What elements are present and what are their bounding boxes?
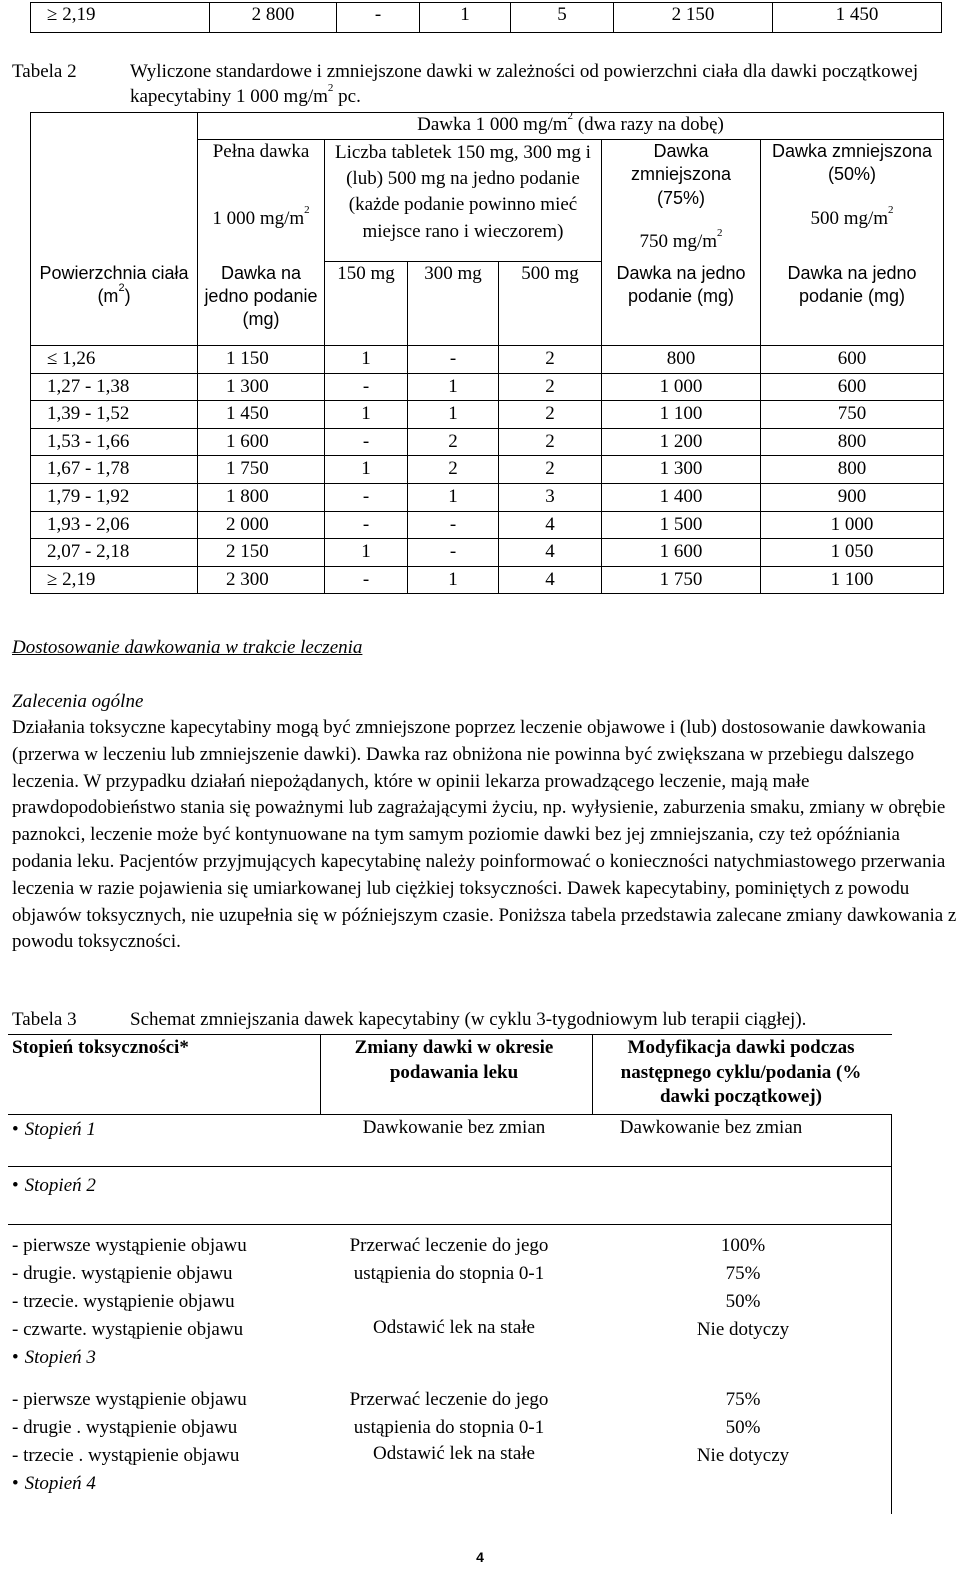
- col-300: 300 mg: [408, 262, 499, 346]
- col-50-sub: Dawka na jedno podanie (mg): [761, 262, 944, 346]
- t3-grade3: • Stopień 3: [12, 1346, 96, 1371]
- cell-full: 2 000: [198, 511, 325, 539]
- group-header: Dawka 1 000 $mg/m^2$ (dwa razy na dobę): [198, 113, 944, 140]
- t3-g3-occ-1: - pierwsze wystąpienie objawu: [12, 1389, 247, 1410]
- cell-d75: 1 400: [602, 483, 761, 511]
- cell-d75: 800: [602, 346, 761, 374]
- table3: [8, 1034, 892, 1514]
- cell-t300: 2: [408, 428, 499, 456]
- col-75-sub: Dawka na jedno podanie (mg): [602, 262, 761, 346]
- page-number: 4: [476, 1549, 484, 1565]
- cell-d75: 1 750: [602, 566, 761, 594]
- cell-t150: 1: [325, 401, 408, 429]
- cell-t150: 1: [325, 346, 408, 374]
- cell-full: 2 300: [198, 566, 325, 594]
- cell-t150: -: [325, 373, 408, 401]
- cell-full: 1 600: [198, 428, 325, 456]
- t3-h2: Zmiany dawki w okresie podawania leku: [354, 1037, 554, 1083]
- cell-t300: 1: [408, 373, 499, 401]
- t3-grade4: • Stopień 4: [12, 1472, 96, 1497]
- table-row: [31, 511, 944, 539]
- top-remnant-row: [30, 2, 942, 33]
- cell-d75: 1 500: [602, 511, 761, 539]
- col-full-sub: Dawka na jedno podanie (mg): [198, 262, 325, 346]
- t3-g2-mod: [638, 1232, 848, 1344]
- cell-range: 1,79 - 1,92: [31, 483, 198, 511]
- cell-t500: 2: [499, 456, 602, 484]
- cell-t150: -: [325, 511, 408, 539]
- cell-full: 1 450: [198, 401, 325, 429]
- cell-d75: 1 300: [602, 456, 761, 484]
- table2: [30, 112, 944, 594]
- t3-g2-occ-2: - drugie. wystąpienie objawu: [12, 1263, 233, 1284]
- cell-t150: -: [325, 566, 408, 594]
- range-cell: ≥ 2,19: [31, 3, 210, 33]
- t3-g3-mod-3: Nie dotyczy: [696, 1445, 790, 1466]
- cell-t500: 2: [499, 428, 602, 456]
- t3-g2-occ-3: - trzecie. wystąpienie objawu: [12, 1291, 235, 1312]
- t3-g3-mod-1: 75%: [725, 1389, 761, 1410]
- cell-t500: 2: [499, 373, 602, 401]
- cell-t300: 1: [408, 401, 499, 429]
- t3-grade1: • Stopień 1: [12, 1118, 96, 1143]
- t300-cell: 1: [420, 3, 511, 33]
- cell-range: 1,39 - 1,52: [31, 401, 198, 429]
- cell-d75: 1 600: [602, 539, 761, 567]
- cell-d50: 800: [761, 428, 944, 456]
- t3-g3-change-b: Odstawić lek na stałe: [373, 1443, 535, 1464]
- t3-g3-occ-2: - drugie . wystąpienie objawu: [12, 1417, 238, 1438]
- cell-d50: 600: [761, 346, 944, 374]
- t3-g1-mod: Dawkowanie bez zmian: [619, 1117, 803, 1138]
- t3-h3: Modyfikacja dawki podczas następnego cyklu/podania (% dawki początkowej): [620, 1037, 862, 1108]
- cell-range: ≥ 2,19: [31, 566, 198, 594]
- t3-g3-occ: [12, 1386, 312, 1470]
- t3-g2-occ-1: - pierwsze wystąpienie objawu: [12, 1235, 247, 1256]
- cell-d50: 900: [761, 483, 944, 511]
- table3-label: Tabela 3: [12, 1009, 77, 1030]
- cell-range: 1,93 - 2,06: [31, 511, 198, 539]
- cell-d50: 600: [761, 373, 944, 401]
- t150-cell: -: [337, 3, 420, 33]
- cell-t500: 4: [499, 539, 602, 567]
- t3-g3-occ-3: - trzecie . wystąpienie objawu: [12, 1445, 240, 1466]
- cell-t500: 4: [499, 566, 602, 594]
- cell-full: 1 750: [198, 456, 325, 484]
- t3-g2-mod-4: Nie dotyczy: [696, 1319, 790, 1340]
- t3-h1: Stopień toksyczności*: [12, 1037, 189, 1058]
- cell-d50: 1 000: [761, 511, 944, 539]
- cell-d75: 1 000: [602, 373, 761, 401]
- table2-label: Tabela 2: [12, 61, 77, 82]
- t3-g2-occ: [12, 1232, 312, 1344]
- t3-grade2: • Stopień 2: [12, 1174, 96, 1199]
- cell-d50: 750: [761, 401, 944, 429]
- cell-d50: 800: [761, 456, 944, 484]
- t3-g3-mod-2: 50%: [725, 1417, 761, 1438]
- t3-g3-change-a: Przerwać leczenie do jego ustąpienia do stopnia 0-1: [349, 1389, 549, 1438]
- cell-t500: 4: [499, 511, 602, 539]
- col-50-header: Dawka zmniejszona (50%) 500 $mg/m^2$: [761, 140, 944, 262]
- cell-t300: 1: [408, 483, 499, 511]
- cell-t150: -: [325, 428, 408, 456]
- t500-cell: 5: [511, 3, 614, 33]
- col-75-header: Dawka zmniejszona (75%) 750 $mg/m^2$: [602, 140, 761, 262]
- t3-g2-change-a: Przerwać leczenie do jego ustąpienia do stopnia 0-1: [349, 1235, 549, 1284]
- cell-t300: -: [408, 539, 499, 567]
- col-500: 500 mg: [499, 262, 602, 346]
- cell-t150: 1: [325, 456, 408, 484]
- cell-t150: -: [325, 483, 408, 511]
- cell-t300: -: [408, 346, 499, 374]
- cell-range: 2,07 - 2,18: [31, 539, 198, 567]
- cell-d50: 1 100: [761, 566, 944, 594]
- t3-g2-change-b: Odstawić lek na stałe: [373, 1317, 535, 1338]
- cell-t500: 2: [499, 401, 602, 429]
- table-row: [31, 373, 944, 401]
- cell-t500: 3: [499, 483, 602, 511]
- table-row: [31, 566, 944, 594]
- table3-caption: Schemat zmniejszania dawek kapecytabiny (w cyklu 3-tygodniowym lub terapii ciągłej).: [130, 1009, 807, 1030]
- table-row: [31, 428, 944, 456]
- table-row: [31, 346, 944, 374]
- cell-range: 1,67 - 1,78: [31, 456, 198, 484]
- section-title: Dostosowanie dawkowania w trakcie leczenia: [12, 637, 363, 658]
- t3-g2-mod-3: 50%: [725, 1291, 761, 1312]
- col-area-header: Powierzchnia ciała $(m^2)$: [31, 262, 198, 346]
- cell-d75: 1 200: [602, 428, 761, 456]
- subsection-title: Zalecenia ogólne: [12, 691, 144, 712]
- table-row: [31, 539, 944, 567]
- cell-range: 1,53 - 1,66: [31, 428, 198, 456]
- col-full-header: Pełna dawka 1 000 $mg/m^2$: [198, 140, 325, 262]
- t3-g2-occ-4: - czwarte. wystąpienie objawu: [12, 1319, 244, 1340]
- cell-range: 1,27 - 1,38: [31, 373, 198, 401]
- t3-g3-mod: [638, 1386, 848, 1470]
- d50-cell: 1 450: [773, 3, 942, 33]
- table-row: [31, 401, 944, 429]
- table-row: [31, 483, 944, 511]
- cell-t150: 1: [325, 539, 408, 567]
- cell-t300: -: [408, 511, 499, 539]
- table2-caption: Wyliczone standardowe i zmniejszone dawki w zależności od powierzchni ciała dla dawki początkowej kapecytabiny 1 000 $mg/m^2$ pc.: [130, 61, 919, 107]
- cell-full: 2 150: [198, 539, 325, 567]
- t3-g1-change: Dawkowanie bez zmian: [362, 1117, 546, 1138]
- cell-full: 1 300: [198, 373, 325, 401]
- table2-body: [31, 346, 944, 594]
- cell-full: 1 800: [198, 483, 325, 511]
- cell-t300: 2: [408, 456, 499, 484]
- cell-range: ≤ 1,26: [31, 346, 198, 374]
- d75-cell: 2 150: [614, 3, 773, 33]
- cell-d50: 1 050: [761, 539, 944, 567]
- cell-full: 1 150: [198, 346, 325, 374]
- t3-g2-mod-2: 75%: [725, 1263, 761, 1284]
- col-tabs-header: Liczba tabletek 150 mg, 300 mg i (lub) 500 mg na jedno podanie (każde podanie powinno mieć miejsce rano i wieczorem): [325, 140, 602, 262]
- cell-t500: 2: [499, 346, 602, 374]
- t3-g2-mod-1: 100%: [720, 1235, 766, 1256]
- cell-t300: 1: [408, 566, 499, 594]
- cell-d75: 1 100: [602, 401, 761, 429]
- full-cell: 2 800: [210, 3, 337, 33]
- table-row: [31, 456, 944, 484]
- paragraph: Działania toksyczne kapecytabiny mogą być zmniejszone poprzez leczenie objawowe i (lub) dostosowanie dawkowania (przerwa w leczeniu lub zmniejszenie dawki). Dawka raz obniżona nie powinna być zwiększana w przebiegu dalszego leczenia. W przypadku działań niepożądanych, które w opinii lekarza prowadzącego leczenie, mają małe prawdopodobieństwo stania się poważnymi lub zagrażającymi życiu, np. wyłysienie, zaburzenia smaku, zmiany w obrębie paznokci, leczenie może być kontynuowane na tym samym poziomie dawki bez jej zmniejszania, czy też opóźniania podania leku. Pacjentów przyjmujących kapecytabinę należy poinformować o konieczności natychmiastowego przerwania leczenia w razie pojawienia się umiarkowanej lub ciężkiej toksyczności. Dawek kapecytabiny, pominiętych z powodu objawów toksycznych, nie uzupełnia się w późniejszym czasie. Poniższa tabela przedstawia zalecane zmiany dawkowania z powodu toksyczności.: [12, 717, 957, 953]
- col-150: 150 mg: [325, 262, 408, 346]
